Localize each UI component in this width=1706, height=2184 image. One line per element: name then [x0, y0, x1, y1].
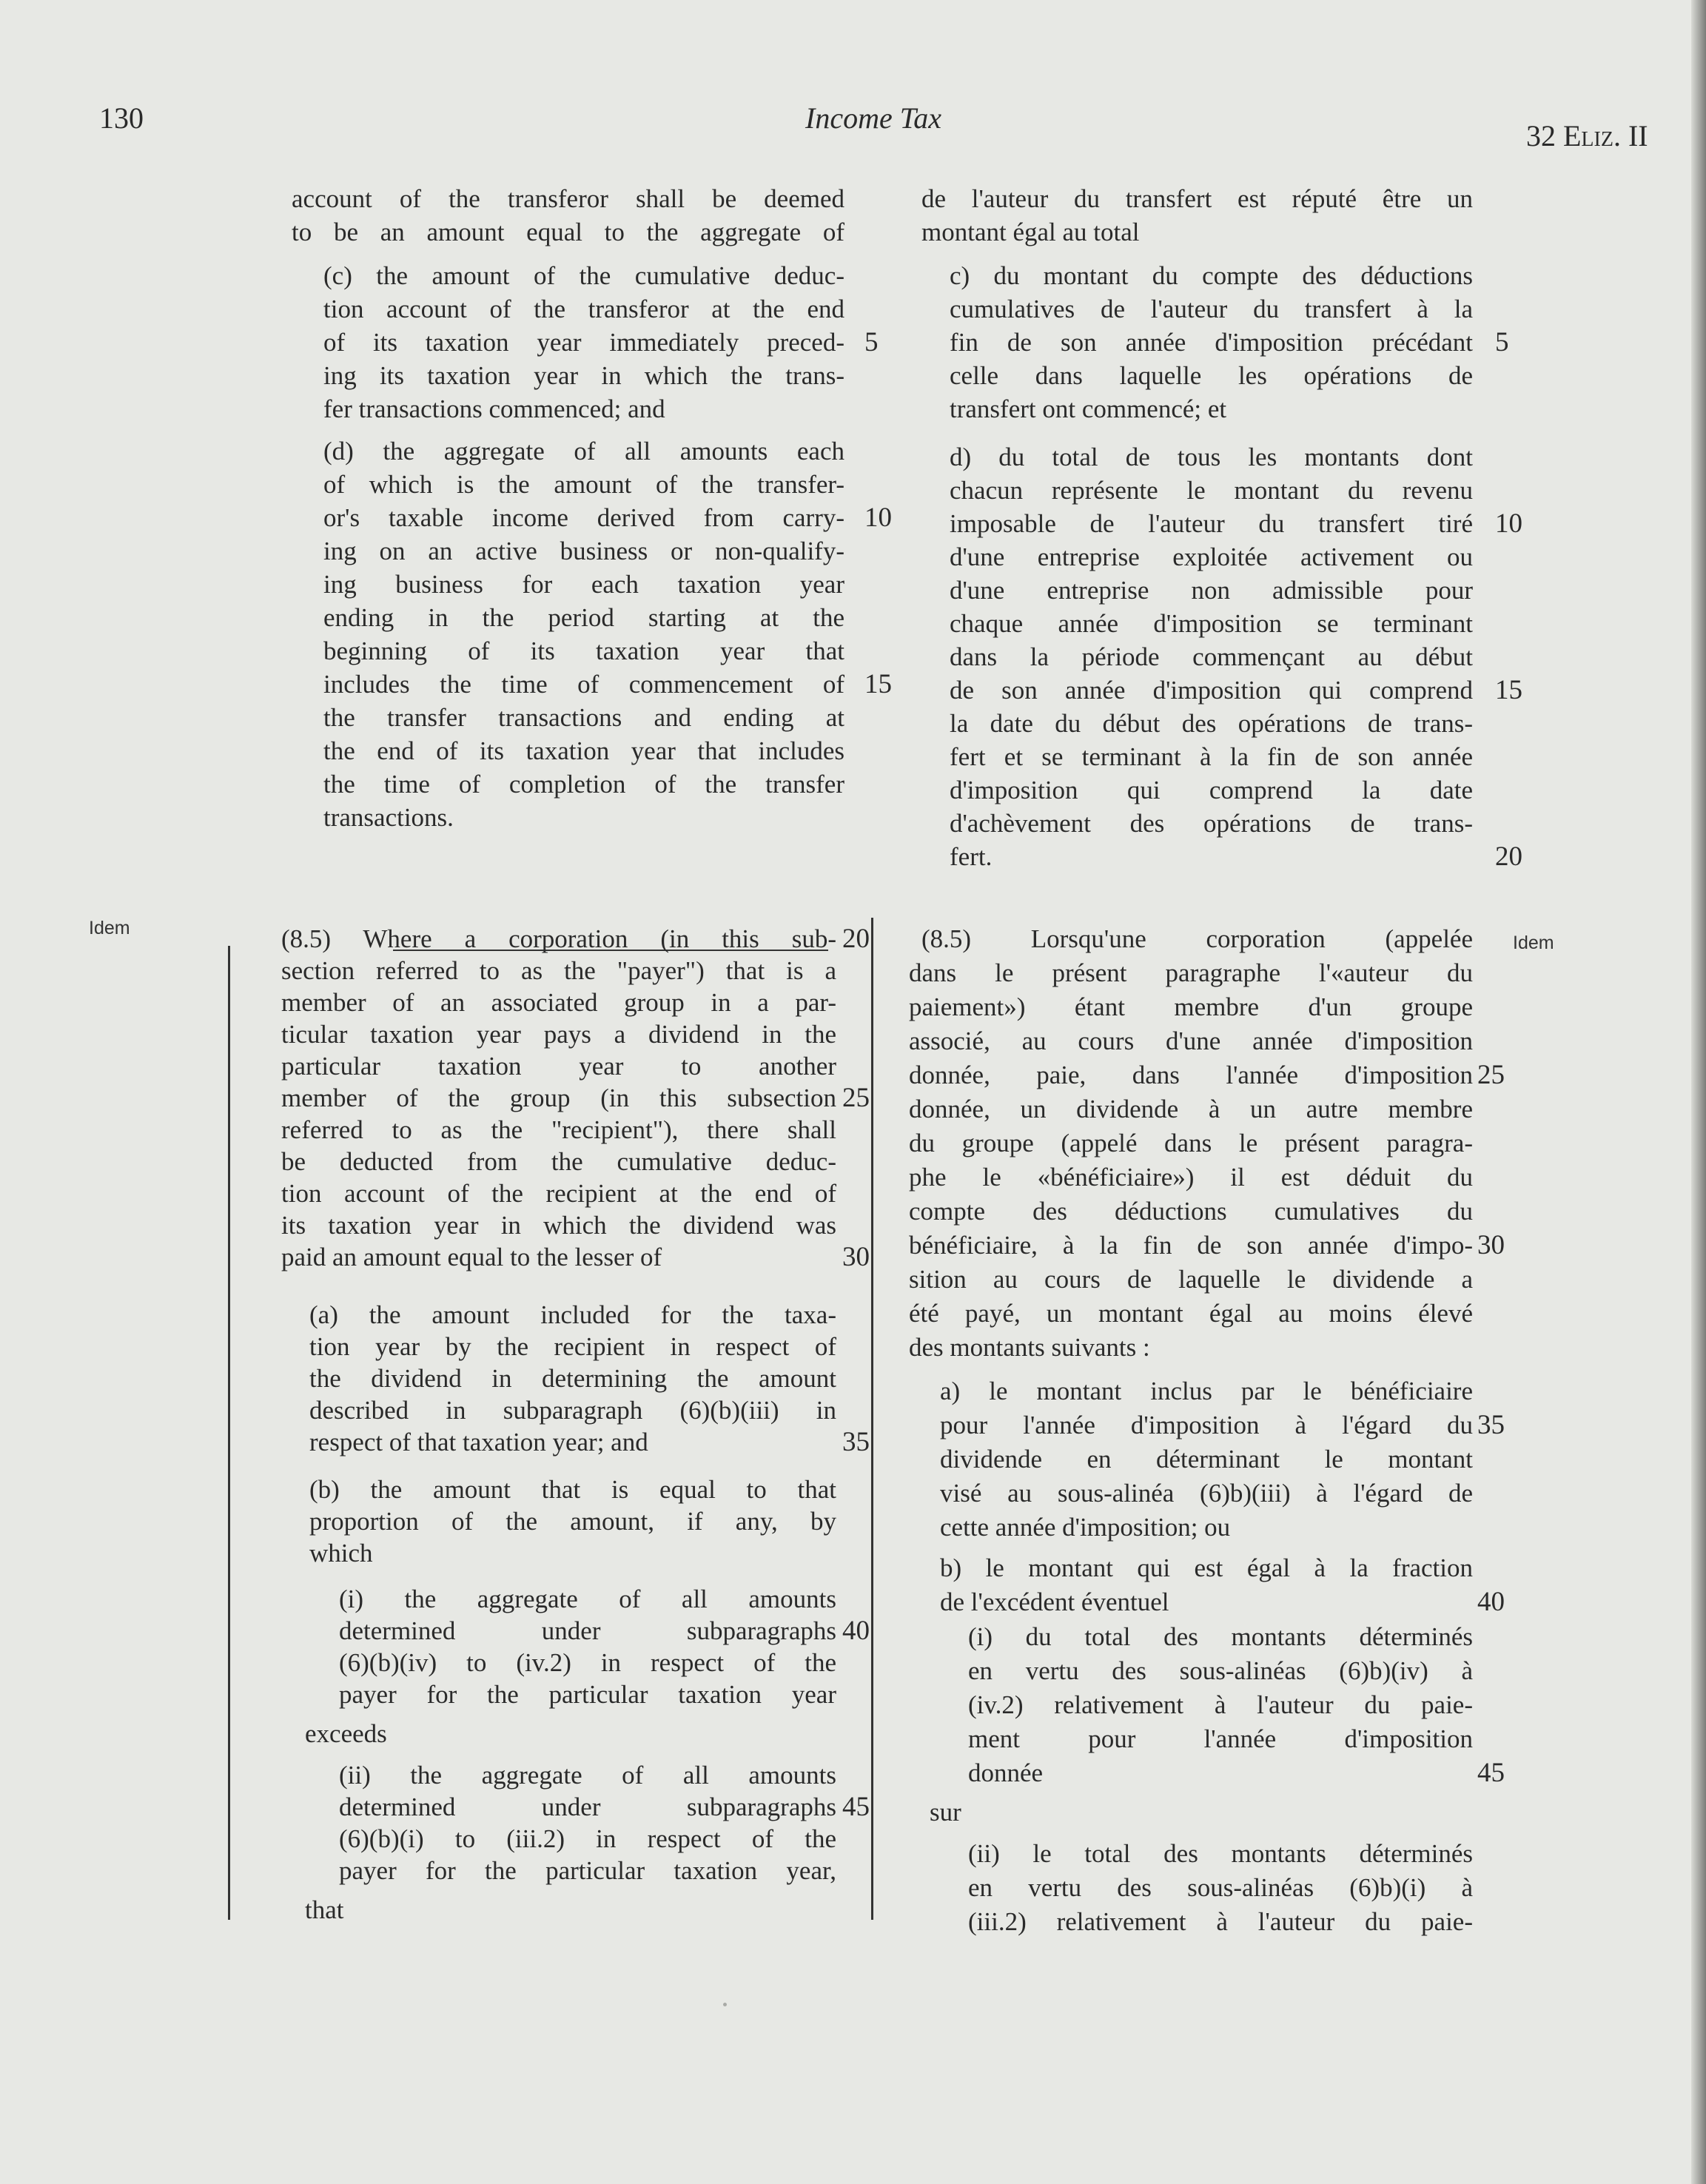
french-upper-line: montant égal au total	[921, 218, 1140, 246]
english-upper-line: ing its taxation year in which the trans-	[323, 361, 844, 390]
french-lower-line: été payé, un montant égal au moins élevé	[909, 1299, 1473, 1328]
line-number-english: 25	[842, 1083, 870, 1113]
line-number-french: 15	[1495, 675, 1522, 705]
french-upper-line: fert et se terminant à la fin de son année	[950, 742, 1473, 771]
english-upper-line: transactions.	[323, 803, 454, 832]
french-lower-line: de l'excédent éventuel	[940, 1587, 1169, 1616]
line-number-french: 40	[1477, 1587, 1505, 1617]
line-number-english: 15	[864, 669, 892, 699]
english-lower-line: proportion of the amount, if any, by	[309, 1507, 836, 1536]
french-upper-line: cumulatives de l'auteur du transfert à la	[950, 295, 1473, 323]
french-lower-line: associé, au cours d'une année d'imposition	[909, 1027, 1473, 1055]
english-upper-line: account of the transferor shall be deemed	[292, 184, 844, 213]
line-number-french: 45	[1477, 1758, 1505, 1788]
english-upper-line: of its taxation year immediately preced-	[323, 328, 844, 357]
page-number: 130	[99, 101, 144, 135]
english-lower-line: (i) the aggregate of all amounts	[339, 1585, 836, 1613]
english-lower-line: determined under subparagraphs	[339, 1792, 836, 1821]
french-lower-line: b) le montant qui est égal à la fraction	[940, 1553, 1473, 1582]
french-lower-line: en vertu des sous-alinéas (6)b)(iv) à	[968, 1656, 1473, 1685]
english-lower-line: ticular taxation year pays a dividend in the	[281, 1020, 836, 1049]
english-upper-line: includes the time of commencement of	[323, 670, 844, 699]
line-number-french: 20	[1495, 841, 1522, 872]
english-upper-line: or's taxable income derived from carry-	[323, 503, 844, 532]
french-upper-line: d'achèvement des opérations de trans-	[950, 809, 1473, 838]
french-lower-line: (iv.2) relativement à l'auteur du paie-	[968, 1690, 1473, 1719]
french-lower-line: du groupe (appelé dans le présent paragra-	[909, 1129, 1473, 1157]
english-upper-line: of which is the amount of the transfer-	[323, 470, 844, 499]
french-upper-line: d) du total de tous les montants dont	[950, 443, 1473, 471]
english-upper-line: (d) the aggregate of all amounts each	[323, 437, 844, 466]
french-lower-line: en vertu des sous-alinéas (6)b)(i) à	[968, 1873, 1473, 1902]
line-number-french: 25	[1477, 1060, 1505, 1090]
english-lower-line: be deducted from the cumulative deduc-	[281, 1147, 836, 1176]
change-bar-right	[871, 918, 873, 1920]
french-upper-line: chaque année d'imposition se terminant	[950, 609, 1473, 638]
line-number-english: 30	[842, 1242, 870, 1272]
english-upper-line: beginning of its taxation year that	[323, 636, 844, 665]
french-lower-line: dividende en déterminant le montant	[940, 1445, 1473, 1474]
french-lower-line: sur	[930, 1798, 961, 1827]
line-number-english: 20	[842, 924, 870, 954]
english-upper-line: ing business for each taxation year	[323, 570, 844, 599]
english-lower-line: described in subparagraph (6)(b)(iii) in	[309, 1396, 836, 1425]
french-upper-line: fert.	[950, 842, 993, 871]
french-lower-line: (i) du total des montants déterminés	[968, 1622, 1473, 1651]
french-lower-line: pour l'année d'imposition à l'égard du	[940, 1411, 1473, 1439]
english-lower-line: its taxation year in which the dividend was	[281, 1211, 836, 1240]
english-lower-line: member of the group (in this subsection	[281, 1083, 836, 1112]
english-upper-line: ending in the period starting at the	[323, 603, 844, 632]
english-lower-line: (8.5) Where a corporation (in this sub-	[281, 924, 836, 953]
english-lower-line: member of an associated group in a par-	[281, 988, 836, 1017]
line-number-french: 5	[1495, 327, 1509, 357]
french-lower-line: paiement») étant membre d'un groupe	[909, 992, 1473, 1021]
change-bar-left	[228, 946, 230, 1920]
french-upper-line: celle dans laquelle les opérations de	[950, 361, 1473, 390]
line-number-french: 30	[1477, 1230, 1505, 1260]
margin-note-right: Idem	[1513, 933, 1554, 953]
french-lower-line: cette année d'imposition; ou	[940, 1513, 1231, 1542]
french-upper-line: de l'auteur du transfert est réputé être un	[921, 184, 1473, 213]
french-lower-line: donnée	[968, 1758, 1044, 1787]
french-upper-line: chacun représente le montant du revenu	[950, 476, 1473, 505]
english-lower-line: the dividend in determining the amount	[309, 1364, 836, 1393]
french-lower-line: visé au sous-alinéa (6)b)(iii) à l'égard de	[940, 1479, 1473, 1508]
french-lower-line: (iii.2) relativement à l'auteur du paie-	[968, 1907, 1473, 1936]
english-lower-line: tion year by the recipient in respect of	[309, 1332, 836, 1361]
english-lower-line: (ii) the aggregate of all amounts	[339, 1761, 836, 1790]
english-lower-line: payer for the particular taxation year	[339, 1680, 836, 1709]
english-upper-line: the time of completion of the transfer	[323, 770, 844, 799]
english-upper-line: fer transactions commenced; and	[323, 394, 665, 423]
english-lower-line: which	[309, 1539, 373, 1568]
english-lower-line: (6)(b)(i) to (iii.2) in respect of the	[339, 1824, 836, 1853]
line-number-english: 5	[864, 327, 879, 357]
french-lower-line: (ii) le total des montants déterminés	[968, 1839, 1473, 1868]
french-upper-line: fin de son année d'imposition précédant	[950, 328, 1473, 357]
french-lower-line: donnée, un dividende à un autre membre	[909, 1095, 1473, 1123]
english-lower-line: payer for the particular taxation year,	[339, 1856, 836, 1885]
english-upper-line: the end of its taxation year that includes	[323, 736, 844, 765]
english-lower-line: particular taxation year to another	[281, 1052, 836, 1081]
french-upper-line: dans la période commençant au début	[950, 642, 1473, 671]
english-lower-line: section referred to as the "payer") that is a	[281, 956, 836, 985]
english-lower-line: (6)(b)(iv) to (iv.2) in respect of the	[339, 1648, 836, 1677]
french-lower-line: donnée, paie, dans l'année d'imposition	[909, 1061, 1473, 1089]
english-lower-line: respect of that taxation year; and	[309, 1428, 648, 1456]
running-title: Income Tax	[805, 101, 942, 135]
french-upper-line: transfert ont commencé; et	[950, 394, 1227, 423]
english-lower-line: exceeds	[305, 1719, 387, 1748]
english-lower-line: (a) the amount included for the taxa-	[309, 1300, 836, 1329]
french-upper-line: d'imposition qui comprend la date	[950, 776, 1473, 804]
english-lower-line: determined under subparagraphs	[339, 1616, 836, 1645]
session-reference: 32 Eliz. II	[1526, 119, 1648, 152]
french-lower-line: ment pour l'année d'imposition	[968, 1724, 1473, 1753]
french-lower-line: dans le présent paragraphe l'«auteur du	[909, 958, 1473, 987]
english-lower-line: referred to as the "recipient"), there shall	[281, 1115, 836, 1144]
english-lower-line: paid an amount equal to the lesser of	[281, 1243, 662, 1271]
french-upper-line: de son année d'imposition qui comprend	[950, 676, 1473, 705]
french-upper-line: la date du début des opérations de trans-	[950, 709, 1473, 738]
english-upper-line: (c) the amount of the cumulative deduc-	[323, 261, 844, 290]
page-edge-shadow	[1691, 0, 1706, 2184]
french-lower-line: phe le «bénéficiaire») il est déduit du	[909, 1163, 1473, 1192]
french-upper-line: d'une entreprise non admissible pour	[950, 576, 1473, 605]
english-upper-line: the transfer transactions and ending at	[323, 703, 844, 732]
page-speck	[723, 2003, 727, 2006]
margin-note-left: Idem	[89, 918, 130, 938]
english-upper-line: tion account of the transferor at the end	[323, 295, 844, 323]
line-number-english: 35	[842, 1427, 870, 1457]
english-upper-line: ing on an active business or non-qualify-	[323, 537, 844, 565]
french-upper-line: c) du montant du compte des déductions	[950, 261, 1473, 290]
french-lower-line: bénéficiaire, à la fin de son année d'impo-	[909, 1231, 1473, 1260]
french-lower-line: a) le montant inclus par le bénéficiaire	[940, 1377, 1473, 1405]
french-lower-line: des montants suivants :	[909, 1333, 1150, 1362]
english-lower-line: (b) the amount that is equal to that	[309, 1475, 836, 1504]
english-lower-line: that	[305, 1895, 344, 1924]
french-upper-line: d'une entreprise exploitée activement ou	[950, 542, 1473, 571]
line-number-french: 10	[1495, 508, 1522, 539]
english-upper-line: to be an amount equal to the aggregate of	[292, 218, 844, 246]
french-lower-line: sition au cours de laquelle le dividende a	[909, 1265, 1473, 1294]
line-number-english: 45	[842, 1792, 870, 1822]
english-lower-line: tion account of the recipient at the end of	[281, 1179, 836, 1208]
french-lower-line: (8.5) Lorsqu'une corporation (appelée	[921, 924, 1473, 953]
line-number-french: 35	[1477, 1410, 1505, 1440]
french-lower-line: compte des déductions cumulatives du	[909, 1197, 1473, 1226]
line-number-english: 40	[842, 1616, 870, 1646]
french-upper-line: imposable de l'auteur du transfert tiré	[950, 509, 1473, 538]
line-number-english: 10	[864, 503, 892, 533]
